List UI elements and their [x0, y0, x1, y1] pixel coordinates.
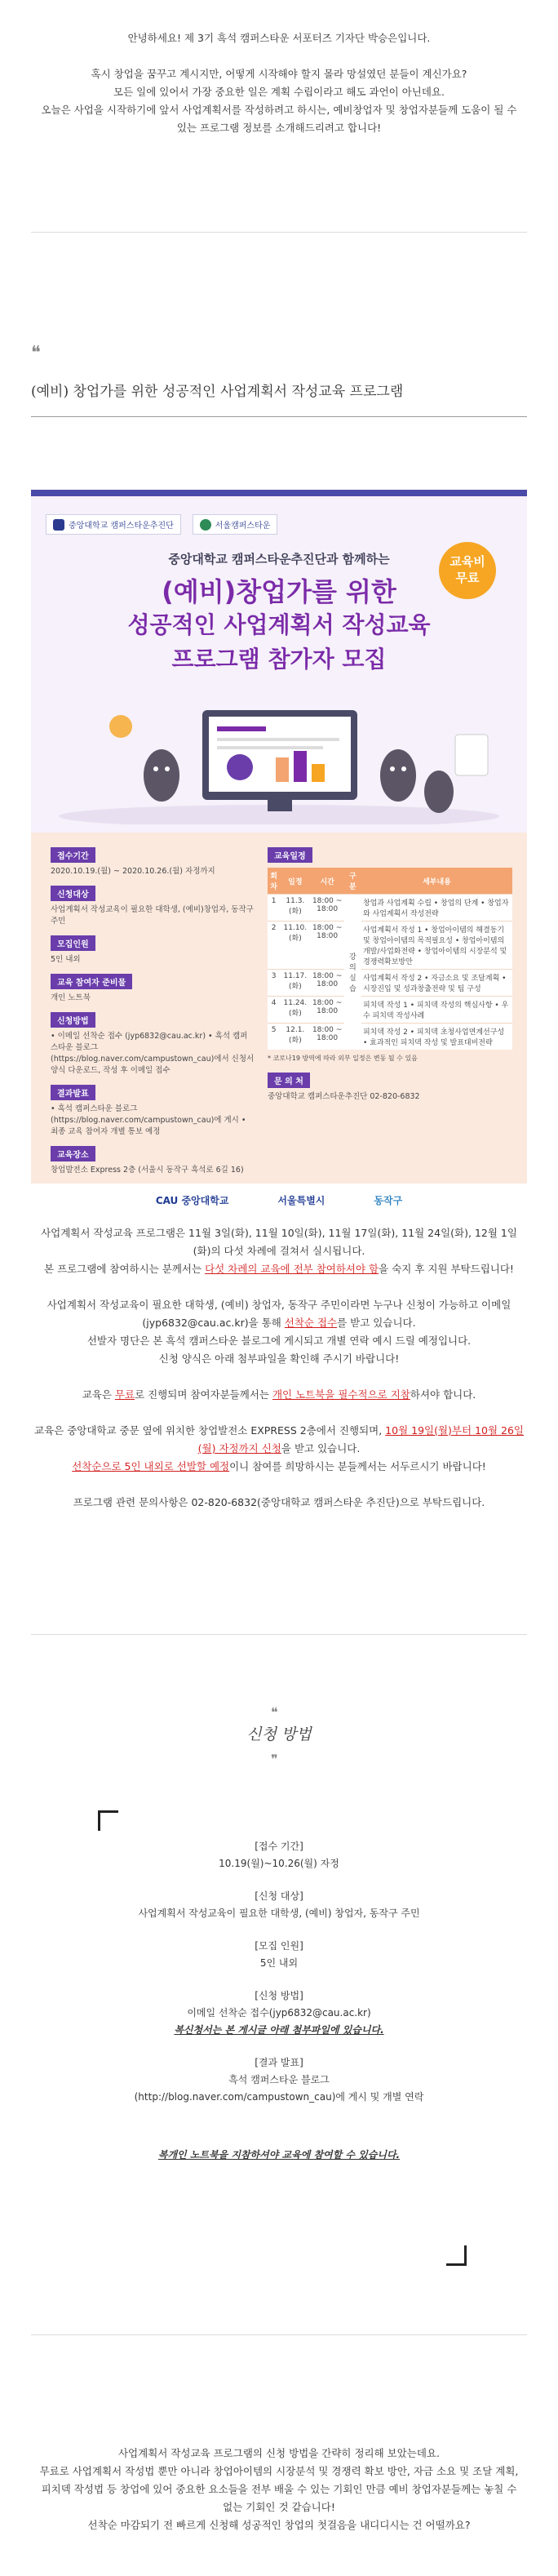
- body-line: 프로그램 관련 문의사항은 02-820-6832(중앙대학교 캠퍼스타운 추진단)으로 부탁드립니다.: [73, 1496, 485, 1508]
- contact-label: 문 의 처: [268, 1073, 310, 1088]
- divider: [31, 232, 527, 233]
- apply-info: [106, 1838, 452, 2164]
- body-line: (화)의 다섯 차례에 걸쳐서 실시됩니다.: [193, 1245, 365, 1257]
- info-text: 5인 내외: [259, 1957, 299, 1969]
- info-text: 이메일 선착순 접수(jyp6832@cau.ac.kr): [187, 2007, 371, 2019]
- intro-line: 모든 일에 있어서 가장 중요한 일은 계획 수립이라고 해도 과언이 아닌데요.: [113, 86, 445, 98]
- body-line: 교육은 무료로 진행되며 참여자분들께서는 개인 노트북을 필수적으로 지참하셔야 합니다.: [82, 1388, 476, 1401]
- poster-subtitle: 중앙대학교 캠퍼스타운추진단과 함께하는: [168, 552, 390, 566]
- quote-close-icon: ❞: [271, 1752, 278, 1767]
- intro-line: 있는 프로그램 정보를 소개해드리려고 합니다!: [176, 122, 382, 134]
- table-row: 2 11.10.(화) 18:00 ~ 18:00 사업계획서 작성 1 • 창업아이템의 해결동기 및 창업아이템의 목적필요성 • 창업아이템의 개발/사업화전략 • 창업아이템의 시장분석 및 경쟁력확보방안: [268, 922, 512, 970]
- info-item: 교육 참여자 준비물 개인 노트북: [51, 966, 255, 1004]
- schedule-table: 회차 일정 시간 구분 세부내용 1 11.3.(화) 18:00 ~ 18:00 강의 실습 창업과 사업계획 수립 • 창업의 단계 • 창업자와 사업계획서 작성전략 2 11.10.(화) 18:00 ~ 18:00 사업계획서 작성 1 • 창업아이템의 해결동기 및 창업아이템의 목적필요성 • 창업아이템의 개발/사업화전략 • 창업아이템의 시장분석 및 경쟁력확보방안 3 11.17.(화) 18:00 ~ 18:00 사업계획서 작성 2 • 자금소요 및 조달계획 • 시장진입 및 성과창출전략 및 팀 구성 4 11.24.(화) 18:00 ~ 18:00 피치덱 작성 1 • 피치덱 작성의 핵심사항 • 우수 피치덱 작성사례 5 12.1.(화) 18:00 ~ 18:00 피치덱 작성 2 • 피치덱 초청사업면계선구성 • 효과적인 피치덱 작성 및 발표대비전략: [268, 868, 512, 1050]
- body-line: 선착순으로 5인 내외로 선발할 예정이니 참여를 희망하시는 분들께서는 서두르시기 바랍니다!: [72, 1460, 486, 1472]
- poster-logos: [46, 514, 277, 535]
- info-item: 교육장소 창업발전소 Express 2층 (서울시 동작구 흑석로 6길 16): [51, 1138, 255, 1176]
- intro-line: 오늘은 사업을 시작하기에 앞서 사업계획서를 작성하려고 하시는, 예비창업자 및 창업자분들께 도움이 될 수: [41, 104, 517, 116]
- poster-title-2: 성공적인 사업계획서 작성교육: [127, 611, 431, 638]
- notebook-note: 복개인 노트북을 지참하셔야 교육에 참여할 수 있습니다.: [157, 2149, 401, 2161]
- divider: [31, 1634, 527, 1635]
- free-badge: 교육비 무료: [439, 542, 496, 599]
- outro-line: 사업계획서 작성교육 프로그램의 신청 방법을 간략히 정리해 보았는데요.: [117, 2447, 441, 2459]
- poster-topbar: [31, 490, 527, 496]
- section-title: (예비) 창업가를 위한 성공적인 사업계획서 작성교육 프로그램: [31, 384, 404, 400]
- table-row: 1 11.3.(화) 18:00 ~ 18:00 강의 실습 창업과 사업계획 수립 • 창업의 단계 • 창업자와 사업계획서 작성전략: [268, 895, 512, 922]
- outro-line: 선착순 마감되기 전 빠르게 신청해 성공적인 창업의 첫걸음을 내디디시는 건 어떨까요?: [87, 2519, 471, 2531]
- info-heading: [신청 방법]: [255, 1990, 303, 2001]
- poster-footer: [31, 1184, 527, 1216]
- poster-title-3: 프로그램 참가자 모집: [171, 646, 387, 673]
- intro-line: 안녕하세요! 제 3기 흑석 캠퍼스타운 서포터즈 기자단 박승은입니다.: [127, 32, 431, 44]
- body-line: 선발자 명단은 본 흑석 캠퍼스타운 블로그에 게시되고 개별 연락 예시 드릴 예정입니다.: [86, 1335, 472, 1347]
- info-text: 복신청서는 본 게시글 아래 첨부파일에 있습니다.: [174, 2024, 384, 2036]
- contact-value: 중앙대학교 캠퍼스타운추진단 02-820-6832: [268, 1092, 420, 1101]
- outro: [24, 2445, 534, 2534]
- quote-open-icon: ❝: [271, 1704, 278, 1720]
- poster-schedule: [268, 839, 512, 1103]
- article-body: [24, 1224, 534, 1512]
- program-poster: [31, 490, 527, 1216]
- info-heading: [결과 발표]: [255, 2057, 303, 2068]
- divider: [31, 2334, 527, 2335]
- outro-line: 무료로 사업계획서 작성법 뿐만 아니라 창업아이템의 시장분석 및 경쟁력 확보 방안, 자금 소요 및 조달 계획,: [39, 2465, 519, 2477]
- divider: [31, 416, 527, 417]
- info-text: 10.19(월)~10.26(월) 자정: [219, 1858, 339, 1869]
- schedule-note: * 코로나19 방역에 따라 외부 일정은 변동 될 수 있음: [268, 1055, 418, 1062]
- info-item: 결과발표 • 흑석 캠퍼스타운 블로그 (https://blog.naver.com/campustown_cau)에 게시 • 최종 교육 참여자 개별 통보 예정: [51, 1077, 255, 1138]
- info-heading: [모집 인원]: [255, 1940, 303, 1952]
- intro-line: 혹시 창업을 꿈꾸고 계시지만, 어떻게 시작해야 할지 몰라 망설였던 분들이 계신가요?: [91, 68, 467, 80]
- poster-details: [31, 833, 527, 1216]
- apply-title: 신청 방법: [246, 1725, 312, 1743]
- info-heading: [신청 대상]: [255, 1890, 303, 1902]
- body-line: 사업계획서 작성교육 프로그램은 11월 3일(화), 11월 10일(화), 11월 17일(화), 11월 24일(화), 12월 1일: [41, 1227, 517, 1239]
- body-line: 교육은 중앙대학교 중문 옆에 위치한 창업발전소 EXPRESS 2층에서 진행되며, 10월 19일(월)부터 10월 26일(월) 자정까지 신청을 받고 있습니다.: [34, 1424, 524, 1455]
- outro-line: 피치덱 작성법 등 창업에 있어 중요한 요소들을 전부 배울 수 있는 기회인 만큼 예비 창업자분들께는 놓칠 수: [41, 2483, 517, 2495]
- poster-info-list: [51, 839, 255, 1176]
- seoul-footer-logo: 서울특별시: [277, 1194, 326, 1206]
- table-row: 3 11.17.(화) 18:00 ~ 18:00 사업계획서 작성 2 • 자금소요 및 조달계획 • 시장진입 및 성과창출전략 및 팀 구성: [268, 970, 512, 997]
- frame-corner-bottom-right: [446, 2245, 467, 2266]
- outro-line: 없는 기회인 것 같습니다!: [223, 2501, 335, 2513]
- frame-corner-top-left: [98, 1810, 118, 1831]
- info-text: (http://blog.naver.com/campustown_cau)에 게시 및 개별 연락: [134, 2091, 424, 2103]
- seoul-campustown-logo: 서울캠퍼스타운: [193, 514, 278, 535]
- body-line: (jyp6832@cau.ac.kr)을 통해 선착순 접수를 받고 있습니다.: [142, 1317, 416, 1329]
- body-line: 본 프로그램에 참여하시는 분께서는 다섯 차례의 교육에 전부 참여하셔야 함을 숙지 후 지원 부탁드립니다!: [44, 1263, 514, 1275]
- schedule-label: 교육일정: [268, 847, 312, 863]
- body-line: 사업계획서 작성교육이 필요한 대학생, (예비) 창업자, 동작구 주민이라면 누구나 신청이 가능하고 이메일: [46, 1299, 512, 1311]
- quote-icon: ❝: [31, 343, 41, 363]
- table-row: 4 11.24.(화) 18:00 ~ 18:00 피치덱 작성 1 • 피치덱 작성의 핵심사항 • 우수 피치덱 작성사례: [268, 997, 512, 1024]
- cau-logo: 중앙대학교 캠퍼스타운추진단: [46, 514, 181, 535]
- info-text: 사업계획서 작성교육이 필요한 대학생, (예비) 창업자, 동작구 주민: [138, 1908, 420, 1919]
- info-item: 신청대상 사업계획서 작성교육이 필요한 대학생, (예비)창업자, 동작구 주민: [51, 877, 255, 927]
- table-row: 5 12.1.(화) 18:00 ~ 18:00 피치덱 작성 2 • 피치덱 초청사업면계선구성 • 효과적인 피치덱 작성 및 발표대비전략: [268, 1024, 512, 1050]
- info-item: 신청방법 • 이메일 선착순 접수 (jyp6832@cau.ac.kr) • 흑석 캠퍼스타운 블로그 (https://blog.naver.com/campustown_cau)에서 신청서 양식 다운로드, 작성 후 이메일 접수: [51, 1004, 255, 1077]
- info-item: 모집인원 5인 내외: [51, 927, 255, 966]
- info-item: 접수기간 2020.10.19.(월) ~ 2020.10.26.(월) 자정까지: [51, 839, 255, 877]
- cau-footer-logo: CAU 중앙대학교: [155, 1194, 229, 1206]
- intro: [24, 29, 534, 137]
- info-heading: [접수 기간]: [255, 1841, 303, 1852]
- poster-illustration: [31, 694, 527, 824]
- dongjak-footer-logo: 동작구: [374, 1194, 403, 1206]
- body-line: 신청 양식은 아래 첨부파일을 확인해 주시기 바랍니다!: [158, 1352, 400, 1365]
- poster-title-1: (예비)창업가를 위한: [162, 576, 396, 607]
- info-text: 흑석 캠퍼스타운 블로그: [228, 2074, 330, 2085]
